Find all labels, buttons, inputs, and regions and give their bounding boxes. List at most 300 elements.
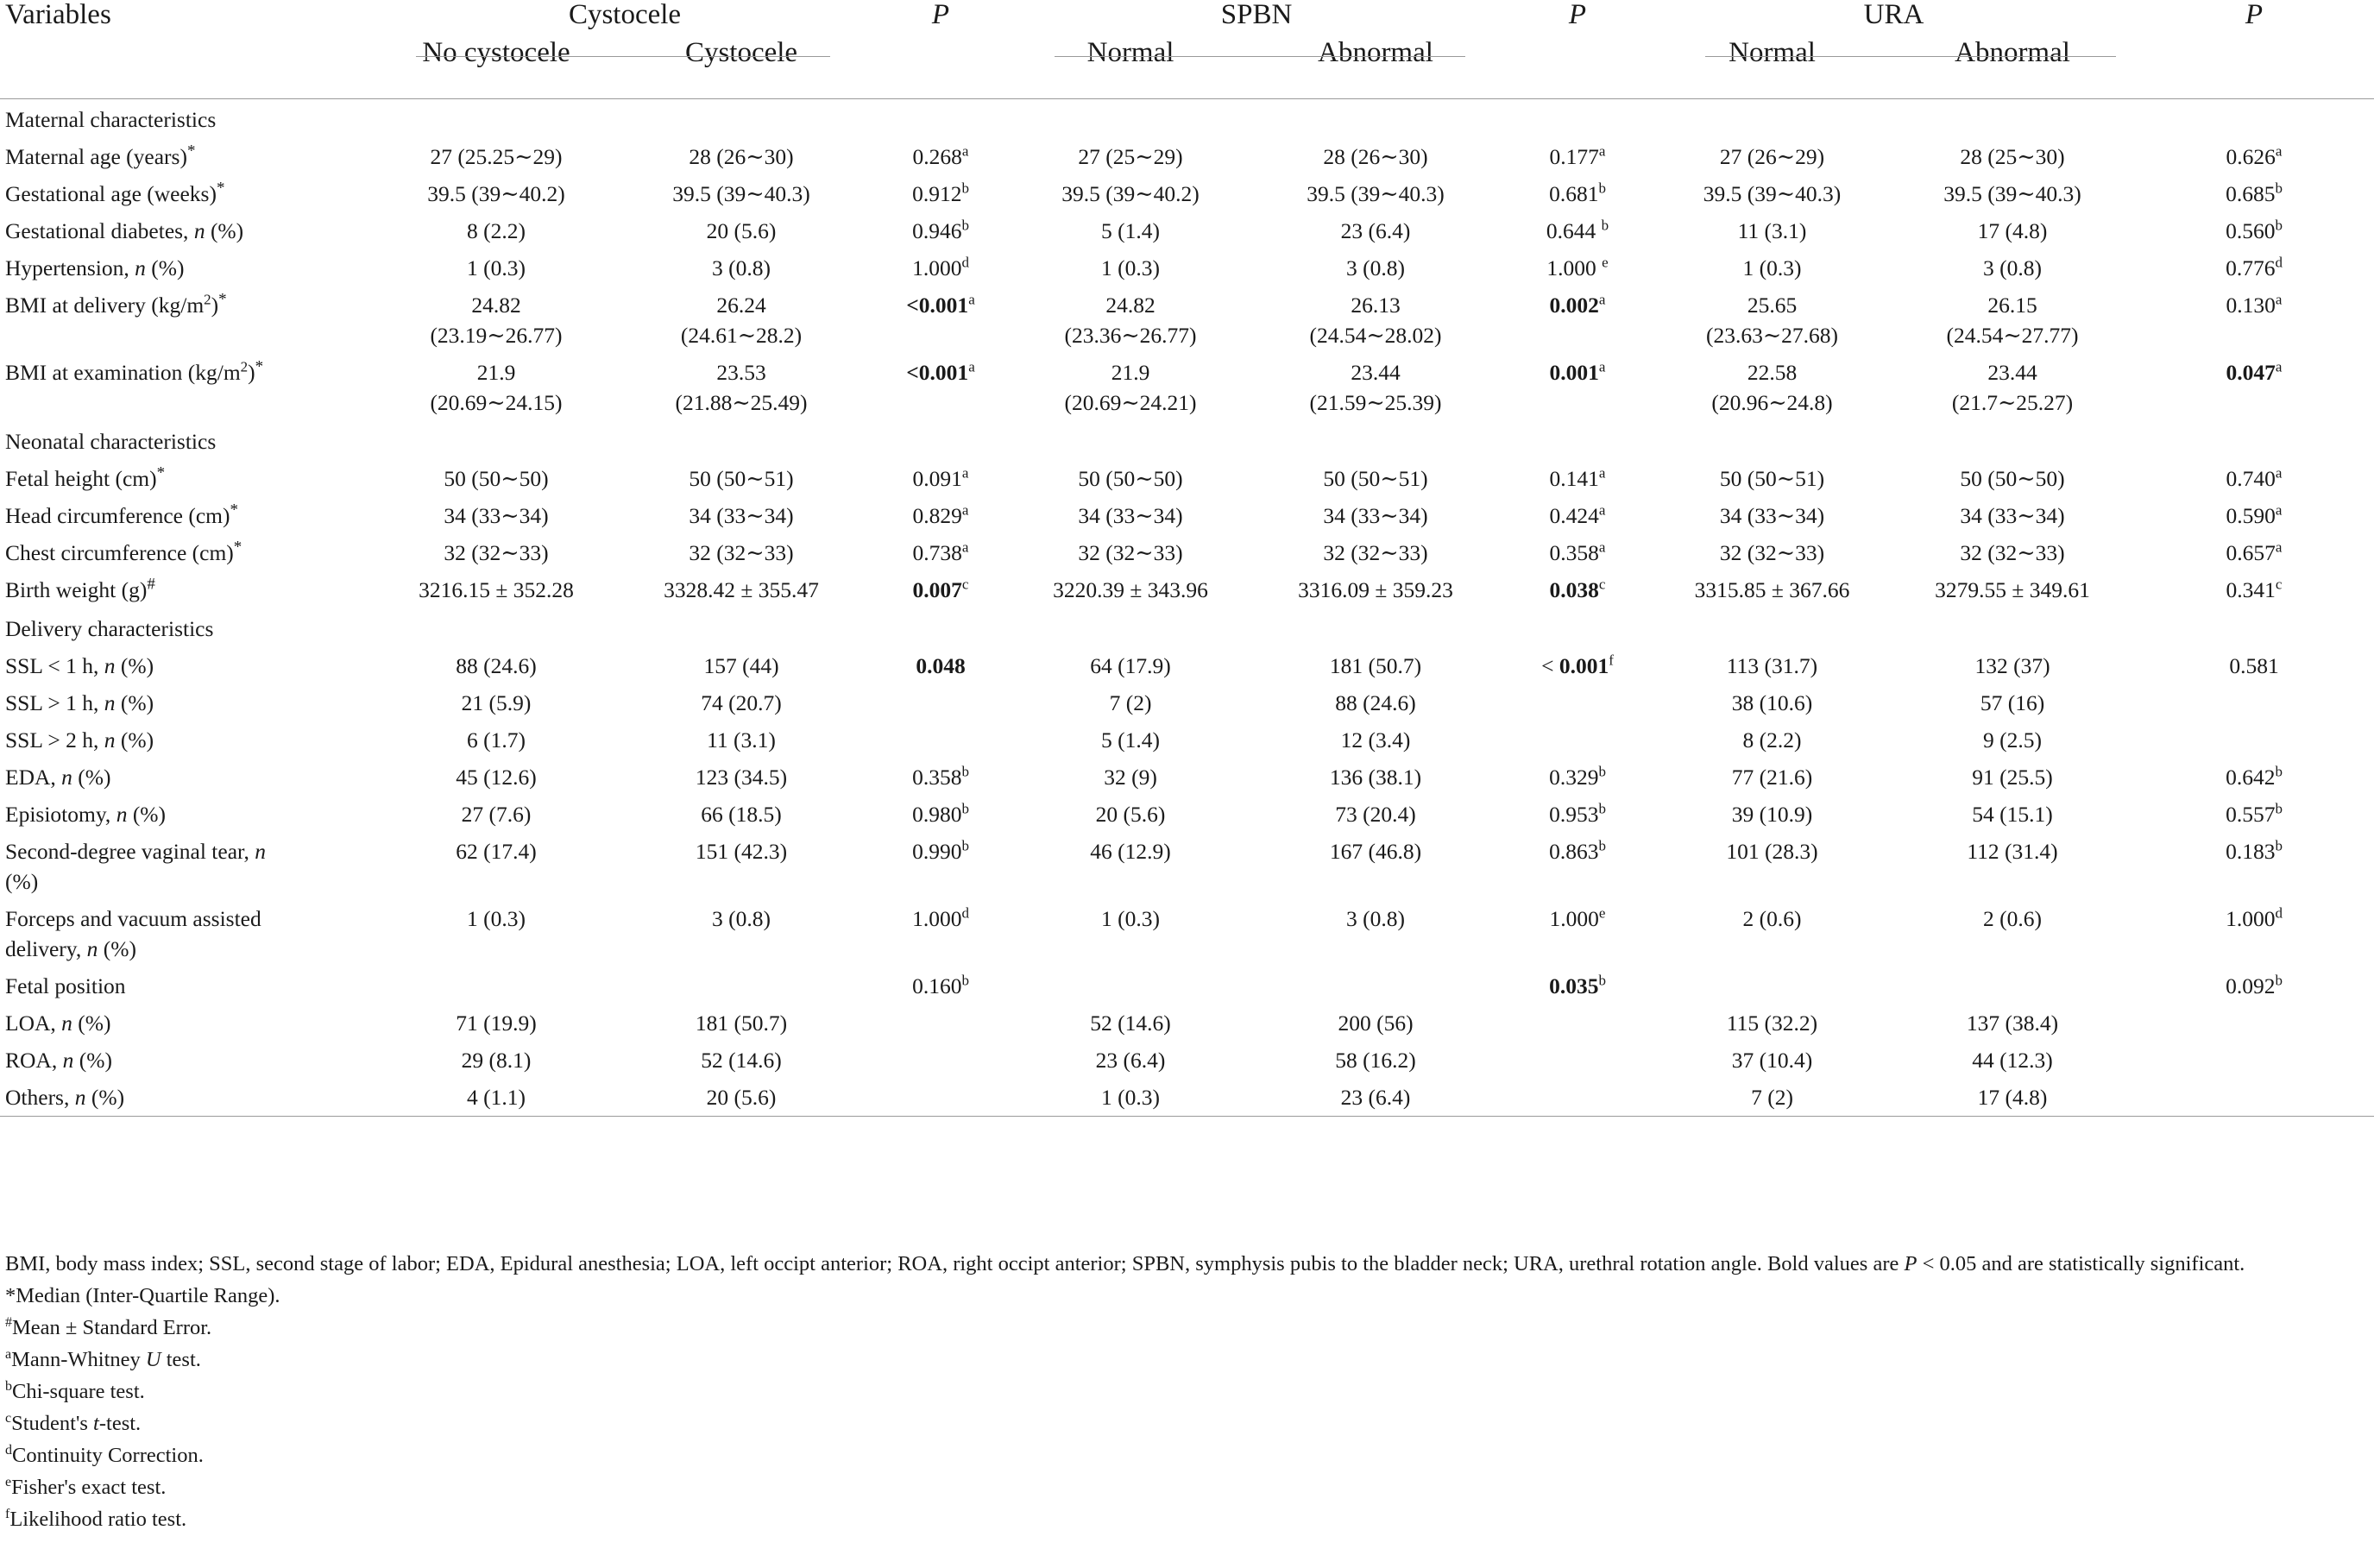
row-label [0, 900, 380, 967]
value-cell [1011, 1079, 1250, 1117]
footnote-item [5, 1439, 2370, 1471]
p-value: 0.358 [1549, 540, 1599, 565]
value-text: 3328.42 ± 355.47 [664, 577, 819, 602]
value-text: 7 (2) [1751, 1085, 1793, 1110]
value-cell [1653, 354, 1891, 421]
value-cell [613, 796, 870, 833]
footnote-mark: b [961, 179, 969, 197]
value-text: 88 (24.6) [456, 653, 537, 678]
footnote-mark: b [2275, 217, 2283, 234]
value-text: 39.5 (39∼40.3) [1703, 181, 1842, 206]
footnote-mark: * [186, 142, 196, 161]
value-text: 24.82 [471, 293, 521, 318]
p-value: 0.047 [2226, 360, 2276, 385]
p-value: 1.000 [912, 906, 962, 931]
table-row [0, 212, 2374, 249]
value-cell [1011, 721, 1250, 759]
section-heading [0, 608, 2374, 647]
italic-n: n [104, 690, 116, 715]
value-text: 26.24 [716, 293, 766, 318]
value-cell [1653, 647, 1891, 684]
value-text: 39.5 (39∼40.2) [1061, 181, 1200, 206]
p-value-cell [1502, 249, 1653, 287]
footnote-item [5, 1471, 2370, 1503]
footnote-mark: b [2275, 837, 2283, 854]
p-value: 0.358 [912, 765, 962, 790]
value-text: 52 (14.6) [701, 1048, 782, 1073]
row-label-text: Second-degree vaginal tear, [5, 839, 255, 864]
value-cell [380, 1079, 613, 1117]
value-cell [613, 354, 870, 421]
value-cell [1011, 212, 1250, 249]
footnote-mark: e [5, 1474, 12, 1489]
header-p: P [2245, 0, 2264, 30]
p-value-cell [2134, 175, 2374, 212]
value-cell [613, 571, 870, 608]
footnote-mark: a [1598, 142, 1606, 160]
value-text: 3 (0.8) [712, 906, 771, 931]
row-label-line2: (%) [5, 869, 39, 894]
value-cell [613, 684, 870, 721]
row-label [0, 759, 380, 796]
p-value: 0.642 [2226, 765, 2276, 790]
value-text: 23 (6.4) [1095, 1048, 1166, 1073]
value-cell [613, 249, 870, 287]
value-cell [613, 1042, 870, 1079]
p-value-cell [2134, 833, 2374, 900]
footnote-mark: a [961, 501, 969, 519]
value-cell [380, 497, 613, 534]
footnote-mark: a [1598, 501, 1606, 519]
value-text: 71 (19.9) [456, 1011, 537, 1036]
value-cell [1250, 249, 1502, 287]
table-row [0, 1042, 2374, 1079]
value-cell [380, 534, 613, 571]
p-value-cell [870, 1079, 1011, 1117]
value-text: 123 (34.5) [695, 765, 788, 790]
italic-n: n [104, 653, 116, 678]
value-cell [1891, 900, 2134, 967]
footnote-tail: -test. [98, 1412, 142, 1435]
p-value-cell [870, 138, 1011, 175]
value-cell [1653, 684, 1891, 721]
value-text: 21 (5.9) [461, 690, 532, 715]
footnote-mark: b [2275, 800, 2283, 817]
value-cell [1250, 460, 1502, 497]
p-value-cell [870, 287, 1011, 354]
table-row [0, 721, 2374, 759]
row-label-tail: (%) [98, 936, 137, 961]
value-cell [380, 647, 613, 684]
value-cell [613, 534, 870, 571]
value-cell [613, 721, 870, 759]
p-value: 0.644 [1546, 218, 1602, 243]
value-range: (23.63∼27.68) [1705, 323, 1839, 348]
row-label [0, 796, 380, 833]
p-value: 0.341 [2226, 577, 2276, 602]
footnote-mark: a [2275, 501, 2283, 519]
p-value: 0.268 [912, 144, 962, 169]
value-cell [1891, 534, 2134, 571]
value-text: 32 (32∼33) [1078, 540, 1183, 565]
footnote-mark: a [961, 464, 969, 482]
value-cell [1653, 534, 1891, 571]
value-cell [1653, 796, 1891, 833]
value-text: 136 (38.1) [1329, 765, 1422, 790]
row-label-tail: (%) [145, 255, 185, 280]
value-text: 1 (0.3) [467, 906, 526, 931]
value-cell [1011, 647, 1250, 684]
table-row [0, 796, 2374, 833]
value-cell [613, 900, 870, 967]
p-value-cell [1502, 1042, 1653, 1079]
value-text: 64 (17.9) [1090, 653, 1171, 678]
row-label-line2: delivery, [5, 936, 87, 961]
p-value-cell [1502, 967, 1653, 1004]
row-label-text: BMI at delivery (kg/m [5, 293, 205, 318]
table-row [0, 684, 2374, 721]
p-value: 0.990 [912, 839, 962, 864]
value-cell [380, 900, 613, 967]
footnote-item [5, 1344, 2370, 1376]
p-value: 0.626 [2226, 144, 2276, 169]
value-text: 45 (12.6) [456, 765, 537, 790]
value-cell [1653, 1042, 1891, 1079]
p-value-cell [2134, 249, 2374, 287]
value-cell [1891, 967, 2134, 1004]
value-cell [1250, 721, 1502, 759]
value-cell [1653, 759, 1891, 796]
value-text: 7 (2) [1109, 690, 1152, 715]
p-value-cell [2134, 647, 2374, 684]
value-range: (20.69∼24.15) [430, 390, 563, 415]
row-label-text: EDA, [5, 765, 62, 790]
footnote-tail: test. [161, 1348, 201, 1371]
value-cell [1250, 1042, 1502, 1079]
value-cell [1891, 759, 2134, 796]
value-cell [613, 175, 870, 212]
row-label [0, 967, 380, 1004]
value-cell [1653, 967, 1891, 1004]
value-text: 200 (56) [1338, 1011, 1414, 1036]
footnote-text: Mean ± Standard Error. [12, 1316, 212, 1339]
p-value-cell [1502, 138, 1653, 175]
footnote-text: Continuity Correction. [12, 1444, 204, 1467]
p-value-cell [1502, 1079, 1653, 1117]
row-label-text: Fetal height (cm) [5, 466, 157, 491]
row-label-text: SSL > 1 h, [5, 690, 104, 715]
value-text: 34 (33∼34) [1719, 503, 1825, 528]
value-text: 3 (0.8) [1346, 255, 1405, 280]
row-label-tail: (%) [72, 765, 111, 790]
table-row [0, 354, 2374, 421]
value-text: 26.13 [1351, 293, 1401, 318]
table-row [0, 460, 2374, 497]
value-text: 46 (12.9) [1090, 839, 1171, 864]
value-text: 132 (37) [1974, 653, 2050, 678]
row-label [0, 138, 380, 175]
row-label-text: Forceps and vacuum assisted [5, 906, 261, 931]
value-cell [613, 287, 870, 354]
value-text: 3315.85 ± 367.66 [1694, 577, 1850, 602]
value-cell [1891, 571, 2134, 608]
p-value-cell [1502, 796, 1653, 833]
value-text: 39 (10.9) [1731, 802, 1813, 827]
footnote-text: Median (Inter-Quartile Range). [16, 1284, 280, 1307]
footnote-mark: d [961, 254, 969, 271]
italic-n: n [61, 1011, 72, 1036]
p-value-cell [1502, 460, 1653, 497]
value-text: 25.65 [1747, 293, 1798, 318]
value-cell [380, 354, 613, 421]
value-cell [1891, 175, 2134, 212]
row-label-text: Episiotomy, [5, 802, 116, 827]
section-label: Maternal characteristics [5, 107, 217, 132]
row-label-text: LOA, [5, 1011, 62, 1036]
value-text: 167 (46.8) [1329, 839, 1422, 864]
value-cell [1250, 759, 1502, 796]
p-value-cell [1502, 354, 1653, 421]
footnote-mark: * [216, 179, 225, 198]
value-cell [1250, 534, 1502, 571]
footnote-mark: b [1598, 763, 1606, 780]
row-label-tail: ) [211, 293, 219, 318]
value-text: 3 (0.8) [712, 255, 771, 280]
value-text: 39.5 (39∼40.3) [672, 181, 810, 206]
p-value-cell [870, 354, 1011, 421]
table-row [0, 967, 2374, 1004]
value-cell [1891, 1042, 2134, 1079]
value-text: 50 (50∼50) [444, 466, 549, 491]
value-cell [1011, 684, 1250, 721]
header-group-spbn: SPBN [1011, 0, 1502, 38]
value-range: (21.7∼25.27) [1951, 390, 2074, 415]
value-cell [1653, 497, 1891, 534]
value-cell [1011, 967, 1250, 1004]
value-range: (23.19∼26.77) [430, 323, 563, 348]
p-value: 0.329 [1549, 765, 1599, 790]
value-text: 3279.55 ± 349.61 [1935, 577, 2090, 602]
value-cell [1653, 138, 1891, 175]
value-cell [1011, 534, 1250, 571]
footnotes [5, 1248, 2370, 1535]
p-value: 0.130 [2226, 293, 2276, 318]
italic-n: n [61, 765, 72, 790]
value-cell [1653, 721, 1891, 759]
row-label [0, 175, 380, 212]
value-text: 28 (25∼30) [1960, 144, 2065, 169]
header-cystocele: Cystocele [684, 37, 798, 68]
value-text: 39.5 (39∼40.3) [1943, 181, 2081, 206]
footnote-item [5, 1280, 2370, 1312]
value-cell [1891, 212, 2134, 249]
p-value-cell [870, 721, 1011, 759]
value-cell [380, 684, 613, 721]
value-text: 151 (42.3) [695, 839, 788, 864]
section-heading [0, 99, 2374, 139]
row-label-text: BMI at examination (kg/m [5, 360, 241, 385]
p-value-cell [870, 571, 1011, 608]
p-value: 0.001 [1549, 360, 1599, 385]
value-text: 113 (31.7) [1726, 653, 1818, 678]
footnote-item [5, 1376, 2370, 1407]
p-value: 0.946 [912, 218, 962, 243]
italic-n: n [116, 802, 128, 827]
row-label [0, 354, 380, 421]
footnote-mark: a [1598, 291, 1606, 308]
header-spbn-abnormal: Abnormal [1318, 37, 1433, 68]
footnote-mark: b [1598, 837, 1606, 854]
footnote-mark: b [961, 763, 969, 780]
p-value-cell [2134, 967, 2374, 1004]
value-text: 1 (0.3) [1101, 1085, 1160, 1110]
value-cell [1250, 967, 1502, 1004]
value-text: 23 (6.4) [1340, 1085, 1411, 1110]
row-label [0, 497, 380, 534]
row-label [0, 833, 380, 900]
p-value: 0.980 [912, 802, 962, 827]
footnote-mark: b [1598, 179, 1606, 197]
row-label [0, 1079, 380, 1117]
row-label [0, 460, 380, 497]
footnote-item [5, 1503, 2370, 1535]
italic-n: n [104, 727, 116, 753]
value-cell [380, 212, 613, 249]
value-text: 27 (7.6) [461, 802, 532, 827]
section-heading [0, 421, 2374, 460]
p-value-cell [1502, 721, 1653, 759]
value-text: 52 (14.6) [1090, 1011, 1171, 1036]
value-text: 2 (0.6) [1983, 906, 2042, 931]
p-value: 0.912 [912, 181, 962, 206]
header-no-cystocele: No cystocele [422, 37, 570, 68]
header-group-cystocele: Cystocele [380, 0, 870, 38]
p-value-cell [1502, 534, 1653, 571]
value-cell [1891, 138, 2134, 175]
p-value-cell [2134, 212, 2374, 249]
value-text: 50 (50∼50) [1078, 466, 1183, 491]
p-value-cell [1502, 684, 1653, 721]
value-cell [380, 249, 613, 287]
value-text: 21.9 [1111, 360, 1150, 385]
row-label-tail: (%) [115, 727, 154, 753]
table-body [0, 99, 2374, 1117]
value-cell [380, 1004, 613, 1042]
value-text: 26.15 [1987, 293, 2037, 318]
footnote-mark: b [2275, 763, 2283, 780]
footnote-mark: f [1609, 652, 1614, 669]
value-text: 32 (9) [1104, 765, 1157, 790]
value-cell [1250, 571, 1502, 608]
footnote-text: Student's [11, 1412, 94, 1435]
value-text: 17 (4.8) [1977, 1085, 2048, 1110]
value-text: 57 (16) [1980, 690, 2045, 715]
row-label-text: Gestational age (weeks) [5, 181, 217, 206]
p-value: 0.048 [916, 653, 966, 678]
value-cell [613, 212, 870, 249]
header-empty [1502, 38, 1653, 99]
value-cell [1653, 175, 1891, 212]
value-range: (21.88∼25.49) [675, 390, 808, 415]
footnote-text: Fisher's exact test. [11, 1476, 167, 1499]
value-text: 32 (32∼33) [1960, 540, 2065, 565]
value-text: 91 (25.5) [1972, 765, 2053, 790]
footnote-mark: a [1598, 464, 1606, 482]
row-label [0, 721, 380, 759]
value-text: 157 (44) [703, 653, 779, 678]
value-cell [1011, 138, 1250, 175]
value-cell [613, 1004, 870, 1042]
value-cell [1011, 759, 1250, 796]
value-cell [380, 796, 613, 833]
value-cell [1011, 249, 1250, 287]
value-cell [380, 967, 613, 1004]
header-group-ura: URA [1653, 0, 2134, 38]
p-value: 0.953 [1549, 802, 1599, 827]
row-label-text: SSL < 1 h, [5, 653, 104, 678]
value-range: (20.69∼24.21) [1064, 390, 1197, 415]
group-rule [1055, 56, 1465, 57]
p-value-cell [2134, 571, 2374, 608]
p-value-cell [870, 175, 1011, 212]
p-value-cell [1502, 212, 1653, 249]
value-text: 58 (16.2) [1335, 1048, 1416, 1073]
footnote-mark: b [2275, 179, 2283, 197]
header-p: P [1568, 0, 1587, 30]
p-value: 0.092 [2226, 973, 2276, 998]
p-value-cell [2134, 534, 2374, 571]
footnote-mark: c [1598, 576, 1606, 593]
p-value-cell [2134, 497, 2374, 534]
p-value-cell [870, 534, 1011, 571]
footnote-mark: * [255, 357, 264, 376]
footnote-mark: # [5, 1314, 12, 1330]
value-text: 27 (25∼29) [1078, 144, 1183, 169]
p-value: 0.160 [912, 973, 962, 998]
p-value-cell [2134, 138, 2374, 175]
footnote-mark: d [2275, 904, 2283, 922]
row-label [0, 534, 380, 571]
value-cell [1250, 684, 1502, 721]
value-cell [380, 833, 613, 900]
header-row-subgroups [0, 38, 2374, 99]
value-cell [1250, 796, 1502, 833]
value-range: (21.59∼25.39) [1309, 390, 1442, 415]
header-variables: Variables [5, 0, 111, 30]
p-value-cell [1502, 647, 1653, 684]
value-text: 34 (33∼34) [1078, 503, 1183, 528]
value-text: 9 (2.5) [1983, 727, 2042, 753]
row-label-text: Fetal position [5, 973, 126, 998]
value-text: 32 (32∼33) [689, 540, 794, 565]
footnote-mark: * [218, 290, 227, 309]
value-text: 50 (50∼51) [1323, 466, 1428, 491]
p-value-cell [870, 249, 1011, 287]
p-value-cell [2134, 354, 2374, 421]
p-value-cell [870, 900, 1011, 967]
row-label [0, 647, 380, 684]
table-row [0, 833, 2374, 900]
footnote-text: Likelihood ratio test. [9, 1508, 187, 1531]
p-value: 0.829 [912, 503, 962, 528]
footnote-mark: * [230, 501, 238, 520]
value-text: 3216.15 ± 352.28 [419, 577, 574, 602]
value-text: 38 (10.6) [1731, 690, 1813, 715]
row-label [0, 1004, 380, 1042]
value-text: 74 (20.7) [701, 690, 782, 715]
footnote-mark: b [2275, 972, 2283, 989]
value-cell [1011, 1004, 1250, 1042]
